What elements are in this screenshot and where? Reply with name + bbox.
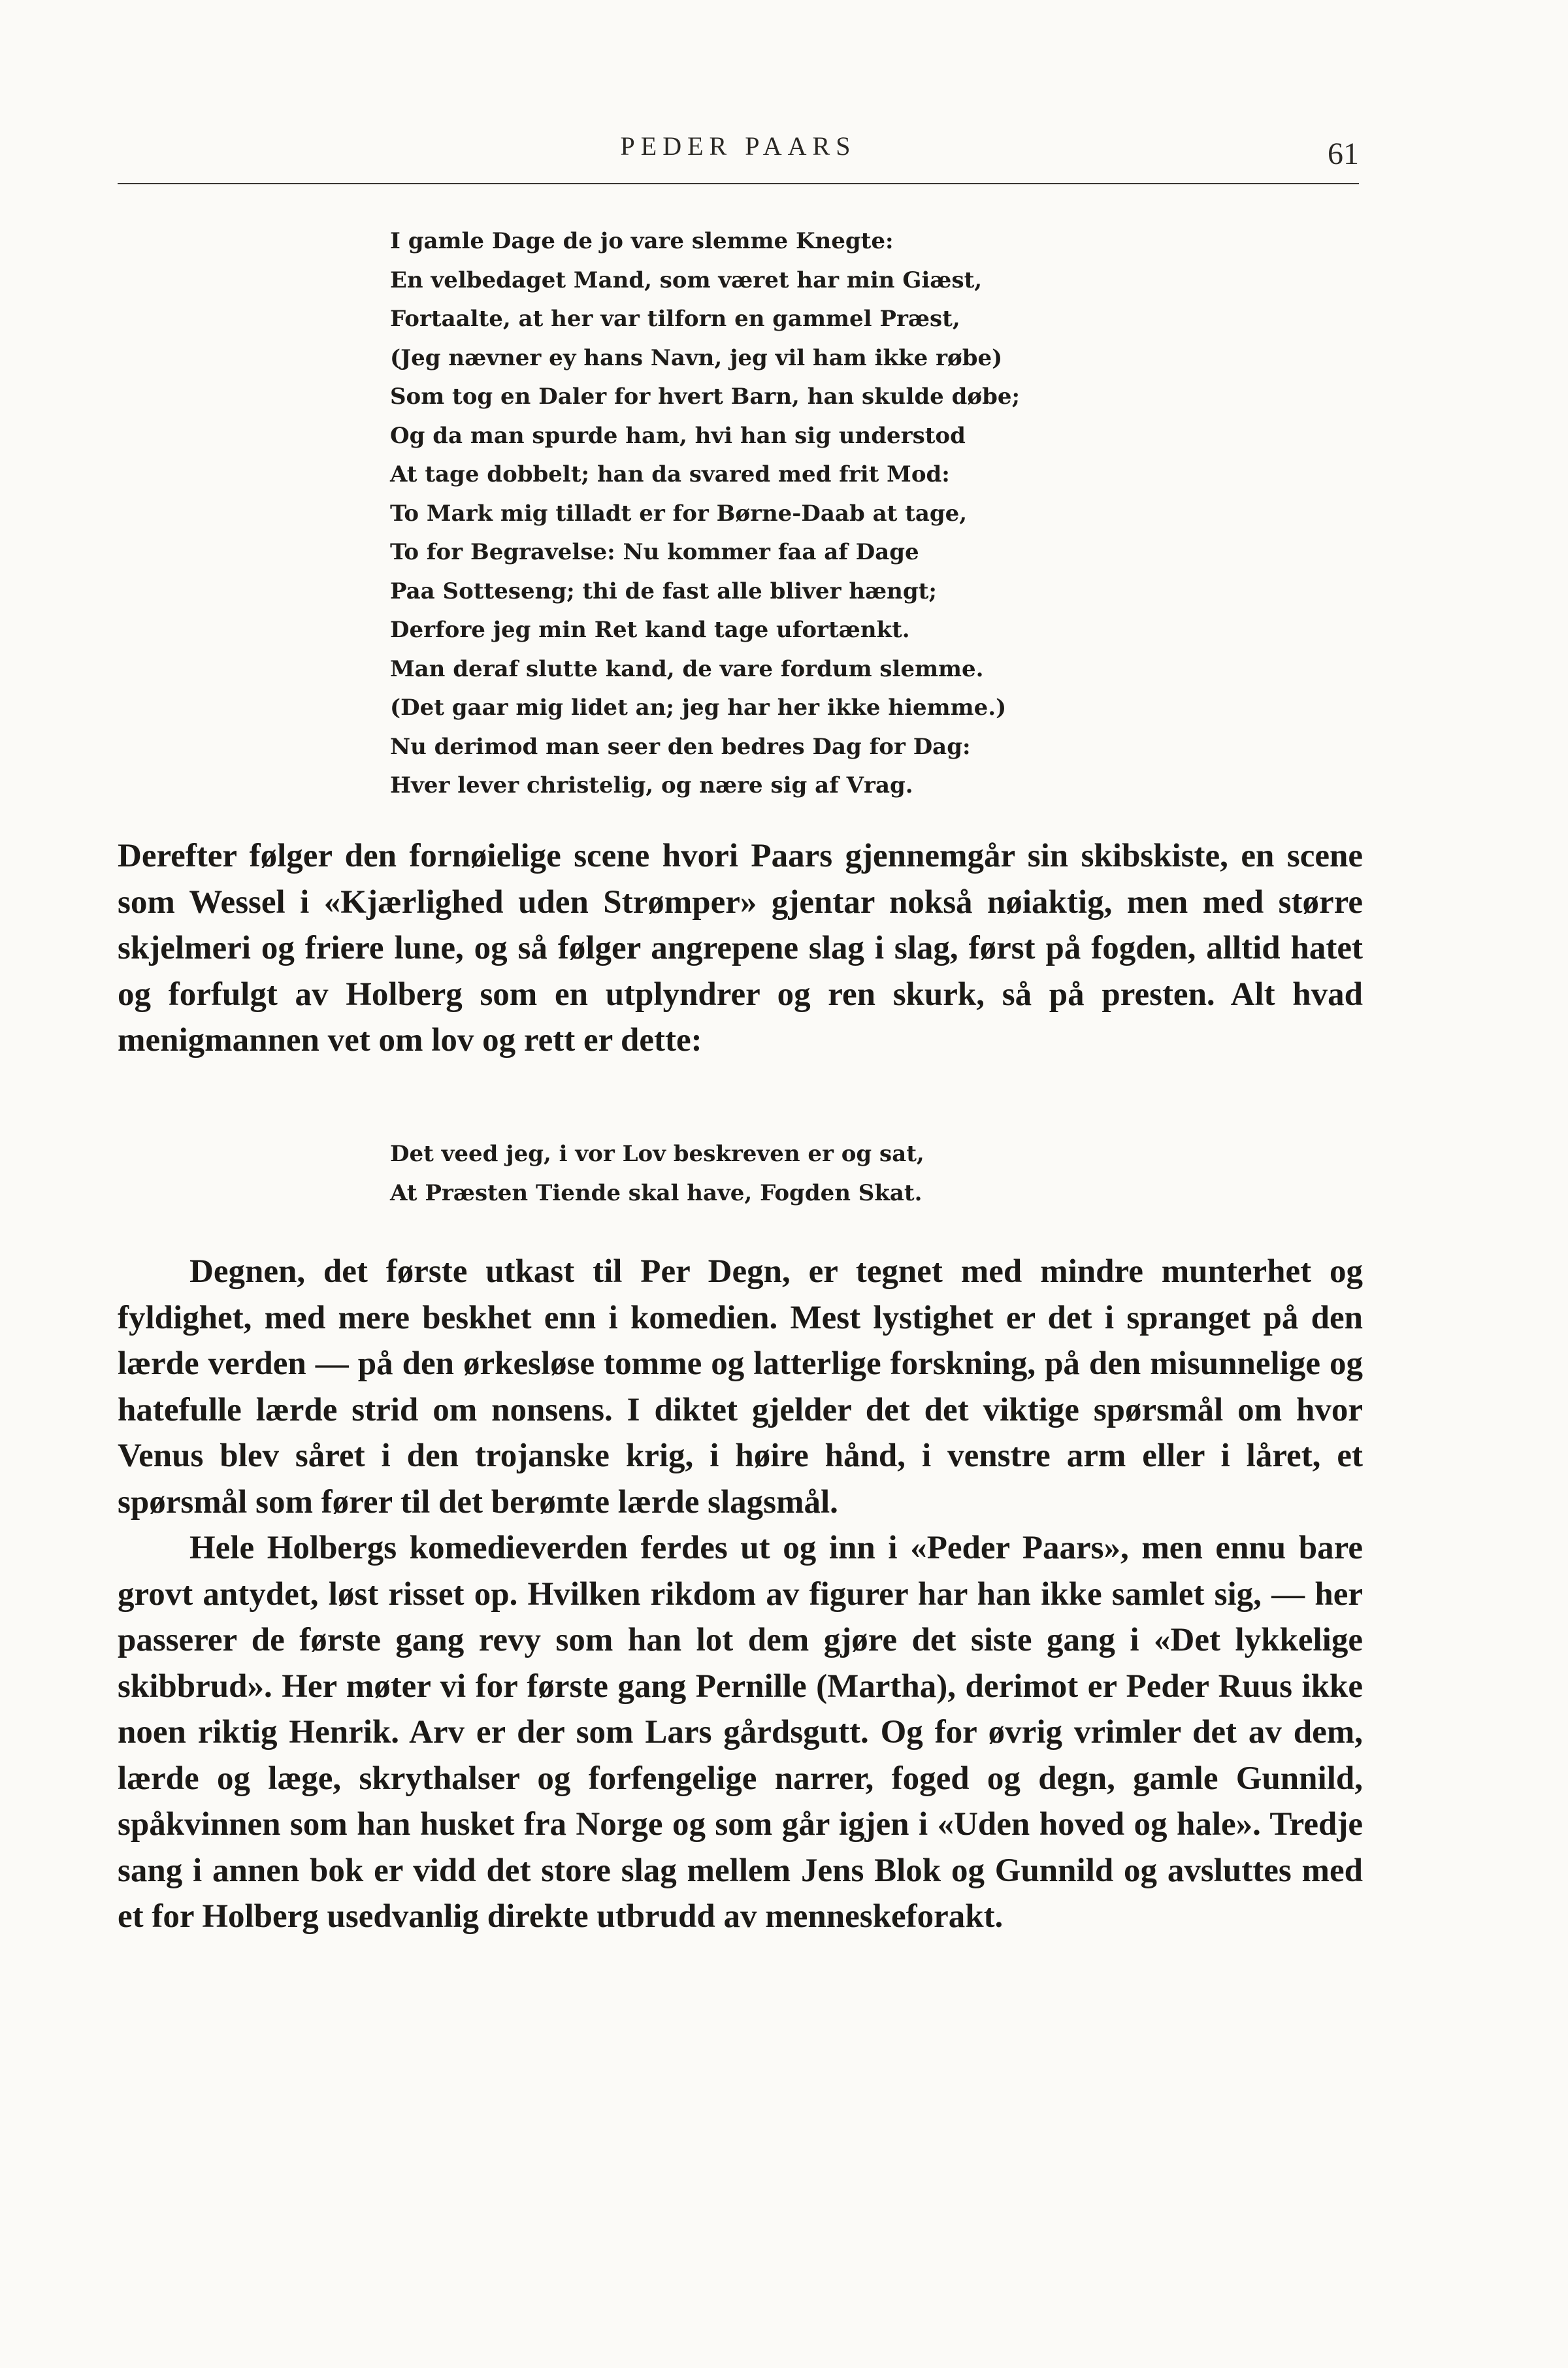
verse-line: To Mark mig tilladt er for Børne-Daab at tage, bbox=[390, 500, 968, 527]
verse-line: (Det gaar mig lidet an; jeg har her ikke hiemme.) bbox=[390, 695, 1007, 721]
verse-quote-2 bbox=[390, 1135, 1370, 1213]
verse-line: (Jeg nævner ey hans Navn, jeg vil ham ikke røbe) bbox=[390, 344, 1003, 371]
running-title: PEDER PAARS bbox=[620, 131, 857, 161]
header-rule bbox=[118, 183, 1359, 184]
verse-line: Paa Sotteseng; thi de fast alle bliver hængt; bbox=[390, 578, 937, 604]
verse-line: Det veed jeg, i vor Lov beskreven er og sat, bbox=[390, 1141, 924, 1167]
paragraph: Degnen, det første utkast til Per Degn, er tegnet med mindre munterhet og fyldighet, med mere beskhet enn i komedien. Mest lystighet er det i spranget på den lærde verden — på den ørkesløse tomme og latterlige forskning, på den misunnelige og hatefulle lærde strid om nonsens. I diktet gjelder det det viktige spørsmål om hvor Venus blev såret i den trojanske krig, i høire hånd, i venstre arm eller i låret, et spørsmål som fører til det berømte lærde slagsmål. bbox=[118, 1253, 1363, 1521]
prose-block-2 bbox=[118, 1249, 1363, 1940]
verse-line: At tage dobbelt; han da svared med frit Mod: bbox=[390, 461, 950, 487]
verse-line: En velbedaget Mand, som været har min Giæst, bbox=[390, 267, 983, 293]
page-header bbox=[118, 131, 1359, 183]
page-number: 61 bbox=[1328, 137, 1359, 171]
verse-quote-1 bbox=[390, 222, 1370, 806]
verse-line: Man deraf slutte kand, de vare fordum slemme. bbox=[390, 655, 984, 682]
verse-line: Som tog en Daler for hvert Barn, han skulde døbe; bbox=[390, 384, 1021, 410]
verse-line: I gamle Dage de jo vare slemme Knegte: bbox=[390, 228, 894, 254]
verse-line: Og da man spurde ham, hvi han sig understod bbox=[390, 422, 966, 449]
verse-line: At Præsten Tiende skal have, Fogden Skat. bbox=[390, 1179, 923, 1206]
paragraph: Derefter følger den fornøielige scene hvori Paars gjennemgår sin skibskiste, en scene som Wessel i «Kjærlighed uden Strømper» gjentar nokså nøiaktig, men med større skjelmeri og friere lune, og så følger angrepene slag i slag, først på fogden, alltid hatet og forfulgt av Holberg som en utplyndrer og ren skurk, så på presten. Alt hvad menigmannen vet om lov og rett er dette: bbox=[118, 838, 1363, 1059]
verse-line: To for Begravelse: Nu kommer faa af Dage bbox=[390, 539, 919, 565]
prose-block-1 bbox=[118, 833, 1363, 1064]
verse-line: Hver lever christelig, og nære sig af Vrag. bbox=[390, 772, 913, 798]
paragraph: Hele Holbergs komedieverden ferdes ut og inn i «Peder Paars», men ennu bare grovt antydet, løst risset op. Hvilken rikdom av figurer har han ikke samlet sig, — her passerer de første gang revy som han lot dem gjøre det siste gang i «Det lykkelige skibbrud». Her møter vi for første gang Pernille (Martha), derimot er Peder Ruus ikke noen riktig Henrik. Arv er der som Lars gårdsgutt. Og for øvrig vrimler det av dem, lærde og læge, skrythalser og forfengelige narrer, foged og degn, gamle Gunnild, spåkvinnen som han husket fra Norge og som går igjen i «Uden hoved og hale». Tredje sang i annen bok er vidd det store slag mellem Jens Blok og Gunnild og avsluttes med et for Holberg usedvanlig direkte utbrudd av menneskeforakt. bbox=[118, 1530, 1363, 1935]
verse-line: Fortaalte, at her var tilforn en gammel Præst, bbox=[390, 306, 960, 332]
verse-line: Nu derimod man seer den bedres Dag for Dag: bbox=[390, 733, 971, 760]
verse-line: Derfore jeg min Ret kand tage ufortænkt. bbox=[390, 617, 910, 643]
